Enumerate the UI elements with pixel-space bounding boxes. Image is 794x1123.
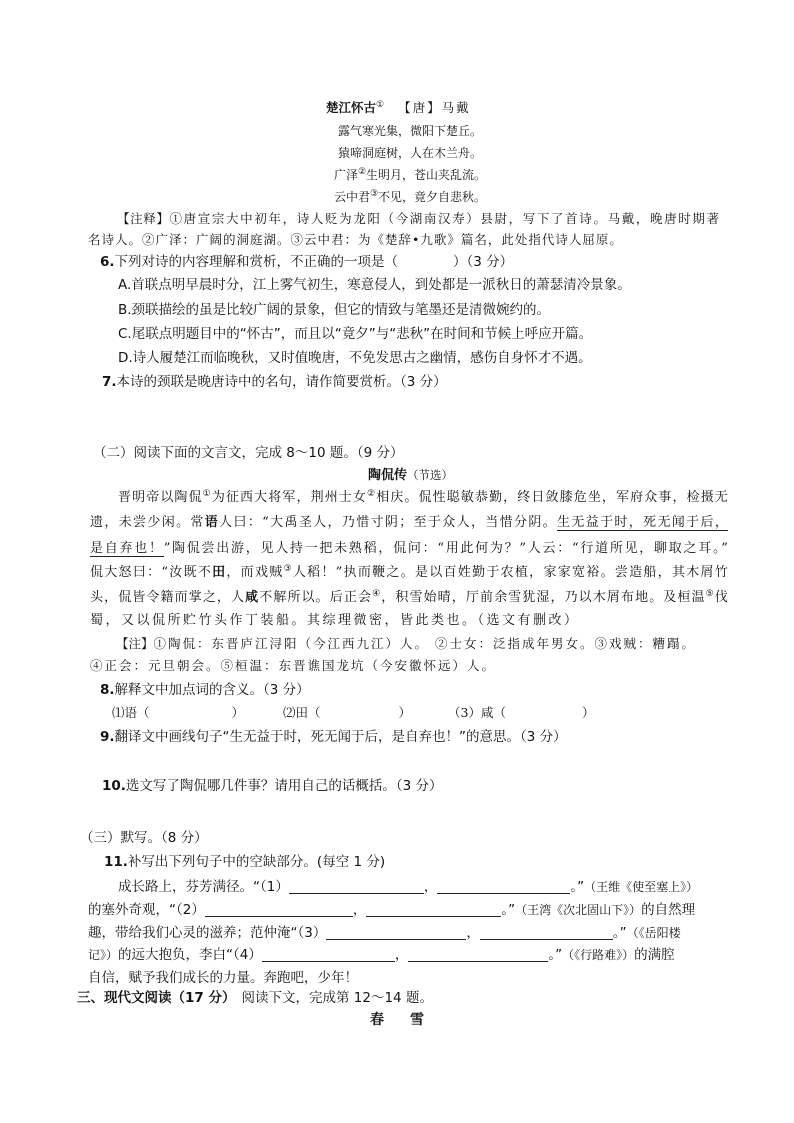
prose-text: 头，侃皆令籍而掌之，人	[90, 590, 246, 605]
fill-text: 的满腔	[634, 947, 675, 963]
fill-text: 。”	[570, 879, 585, 895]
question-text: 补写出下列句子中的空缺部分。(每空 1 分)	[127, 854, 386, 870]
footnote-mark: ④	[372, 589, 382, 599]
footnote-mark: ①	[202, 489, 212, 499]
option-d: D.诗人履楚江而临晚秋，又时值晚唐，不免发思古之幽情，感伤自身怀才不遇。	[118, 350, 592, 366]
item-label: ⑵田（	[283, 705, 321, 720]
prose-text: 不解所以。后正会	[259, 590, 373, 605]
source-citation: 记》）	[88, 948, 119, 962]
q11-line-5: 自信，赋予我们成长的力量。奔跑吧，少年！	[88, 970, 358, 986]
prose-text: 蜀，又以侃所贮竹头作丁装船。其综理微密，皆此类也。	[90, 613, 478, 628]
article-title: 春 雪	[370, 1012, 430, 1028]
prose-note-line-1	[116, 635, 696, 653]
fill-text: 。”	[548, 947, 563, 963]
section-3-heading: （三）默写。（8 分）	[80, 830, 208, 846]
prose-note-line-2: ④正会：元旦朝会。⑤桓温：东晋谯国龙坑（今安徽怀远）人。	[90, 658, 497, 673]
prose-line-6	[90, 612, 580, 630]
prose-text: 晋明帝以陶侃	[118, 490, 203, 505]
prose-line-1	[118, 489, 728, 507]
option-a: A.首联点明早晨时分，江上雾气初生，寒意侵人，到处都是一派秋日的萧瑟清冷景象。	[118, 277, 631, 293]
section-modern-heading-line	[77, 989, 433, 1007]
answer-blank	[326, 926, 466, 940]
section-modern-heading: 三、现代文阅读（17 分）	[77, 990, 236, 1006]
source-citation: （《岳阳楼	[626, 926, 681, 940]
footnote-mark: ⑤	[705, 589, 715, 599]
item-label: ⑴语（	[112, 705, 150, 720]
question-number: 11.	[104, 854, 128, 870]
prose-line-5	[90, 589, 728, 607]
fill-text: 趣，带给我们心灵的滋养；范仲淹“（3）	[88, 925, 327, 941]
poem-line-3-part: 生明月，苍山夹乱流。	[366, 168, 487, 182]
poem-line-3	[300, 166, 520, 184]
section-modern-instruction: 阅读下文，完成第 12～14 题。	[241, 990, 433, 1006]
question-7	[102, 373, 447, 391]
prose-text: 伐	[714, 590, 728, 605]
answer-blank	[205, 903, 353, 917]
answer-blank	[506, 707, 582, 717]
fill-text: ，	[466, 925, 480, 941]
question-text: 选文写了陶侃哪几件事？请用自己的话概括。（3 分）	[125, 778, 443, 794]
q11-line-3	[88, 924, 681, 942]
question-number: 8.	[100, 682, 115, 698]
answer-blank	[437, 880, 570, 894]
question-11	[104, 853, 385, 871]
dotted-word: 语	[204, 515, 220, 530]
item-close: ）	[398, 705, 412, 720]
question-text: 本诗的颈联是晚唐诗中的名句，请作简要赏析。（3 分）	[116, 374, 447, 390]
question-10	[102, 777, 443, 795]
source-citation: （王湾《次北固山下》）	[515, 903, 642, 917]
section-2-heading: （二）阅读下面的文言文，完成 8～10 题。（9 分）	[93, 445, 404, 461]
question-number: 6.	[100, 254, 115, 270]
source-note: （选文有删改）	[477, 613, 580, 628]
answer-blank	[366, 903, 501, 917]
poem-note-line-1	[117, 209, 720, 228]
prose-title: 陶侃传	[368, 468, 408, 483]
prose-text: 人稻！”执而鞭之。是以百姓勤于农植，家家宽裕。尝造船，其木屑竹	[292, 565, 728, 580]
question-number: 7.	[102, 374, 117, 390]
footnote-mark: ②	[367, 489, 377, 499]
fill-text: 成长路上，芬芳满径。“（1）	[118, 879, 289, 895]
question-text: 下列对诗的内容理解和赏析，不正确的一项是（	[114, 254, 399, 270]
q8-item-2	[283, 704, 411, 722]
prose-text: ，而戏贼	[226, 565, 284, 580]
q11-line-1	[118, 878, 698, 896]
poem-note-line-2: 名诗人。②广泽：广阔的洞庭湖。③云中君：为《楚辞•九歌》篇名，此处指代诗人屈原。	[88, 232, 623, 247]
underlined-sentence: 是自弃也！	[90, 541, 164, 556]
item-close: ）	[581, 705, 595, 720]
question-9	[100, 728, 567, 746]
answer-blank	[262, 948, 395, 962]
prose-note-text: ①陶侃：东晋庐江浔阳（今江西九江）人。 ②士女：泛指成年男女。③戏贼：糟蹋。	[153, 636, 696, 651]
fill-text: ，	[423, 879, 438, 895]
answer-blank	[480, 926, 613, 940]
fill-text: 的远大抱负，李白“（4）	[118, 947, 262, 963]
poem-line-4	[300, 188, 520, 206]
poem-line-4-part: 不见，竟夕自悲秋。	[378, 190, 487, 204]
answer-blank	[150, 707, 232, 717]
footnote-mark: ③	[283, 564, 293, 574]
question-number: 10.	[102, 778, 126, 794]
prose-text: 人曰：“大禹圣人，乃惜寸阴；至于众人，当惜分阴。	[219, 515, 558, 530]
underlined-sentence: 生无益于时，死无闻于后，	[557, 515, 729, 530]
prose-text: 遗，未尝少闲。常	[90, 515, 205, 530]
fill-text: ，	[352, 902, 367, 918]
source-citation: （王维《使至塞上》）	[584, 880, 699, 894]
prose-line-2	[90, 514, 728, 532]
q11-line-2	[88, 901, 695, 919]
poem-note-text: ①唐宣宗大中初年，诗人贬为龙阳（今湖南汉寿）县尉，写下了首诗。马戴，晚唐时期著	[169, 211, 720, 226]
answer-blank	[321, 707, 399, 717]
source-citation: （《行路难》）	[562, 948, 635, 962]
answer-blank	[398, 256, 453, 266]
prose-text: 为征西大将军，荆州士女	[211, 490, 368, 505]
prose-text: ”陶侃尝出游，见人持一把未熟稻，侃问：“用此何为？”人云：“行道所见，聊取之耳。”	[163, 541, 728, 556]
footnote-mark: ③	[369, 189, 379, 199]
item-label: （3）咸（	[448, 705, 506, 720]
q8-item-3	[448, 704, 594, 722]
prose-line-3	[90, 540, 728, 558]
poem-line-2: 猿啼洞庭树，人在木兰舟。	[337, 146, 482, 160]
fill-text: 的自然理	[641, 902, 696, 918]
prose-title-note: （节选）	[407, 468, 454, 482]
q8-item-1	[112, 704, 244, 722]
dotted-word: 咸	[245, 590, 260, 605]
poem-line-3-part: 广泽	[333, 168, 358, 182]
fill-text: 。”	[612, 925, 627, 941]
answer-blank	[408, 948, 548, 962]
dotted-word: 田	[212, 565, 227, 580]
poem-line-4-part: 云中君	[333, 190, 370, 204]
prose-text: 侃大怒曰：“汝既不	[90, 565, 213, 580]
answer-blank	[289, 880, 424, 894]
fill-text: 。”	[501, 902, 516, 918]
prose-title-line	[368, 466, 453, 485]
question-text: ）（3 分）	[453, 254, 514, 270]
question-8	[100, 681, 310, 699]
poem-line-1: 露气寒光集，微阳下楚丘。	[337, 124, 482, 138]
prose-text: ，积雪始晴，厅前余雪犹湿，乃以木屑布地。及桓温	[381, 590, 706, 605]
fill-text: ，	[394, 947, 409, 963]
footnote-mark: ②	[357, 167, 367, 177]
prose-note-label: 【注】	[116, 636, 154, 651]
question-number: 9.	[100, 729, 115, 745]
poem-note-label: 【注释】	[117, 211, 170, 226]
question-text: 翻译文中画线句子“生无益于时，死无闻于后，是自弃也！”的意思。（3 分）	[114, 729, 567, 745]
question-6	[100, 253, 513, 271]
poem-title-line	[326, 99, 471, 117]
poem-author: 【唐】马戴	[398, 100, 471, 115]
fill-text: 的塞外奇观，“（2）	[88, 902, 205, 918]
option-c: C.尾联点明题目中的“怀古”，而且以“竟夕”与“悲秋”在时间和节候上呼应开篇。	[118, 326, 593, 342]
footnote-mark: ①	[376, 100, 385, 110]
prose-text: 相庆。侃性聪敏恭勤，终日敛膝危坐，军府众事，检摄无	[376, 490, 728, 505]
q11-line-4	[88, 946, 675, 964]
prose-line-4	[90, 564, 728, 582]
option-b: B.颈联描绘的虽是比较广阔的景象，但它的情致与笔墨还是清微婉约的。	[118, 302, 551, 318]
question-text: 解释文中加点词的含义。（3 分）	[114, 682, 310, 698]
item-close: ）	[231, 705, 245, 720]
poem-title: 楚江怀古	[326, 100, 377, 115]
